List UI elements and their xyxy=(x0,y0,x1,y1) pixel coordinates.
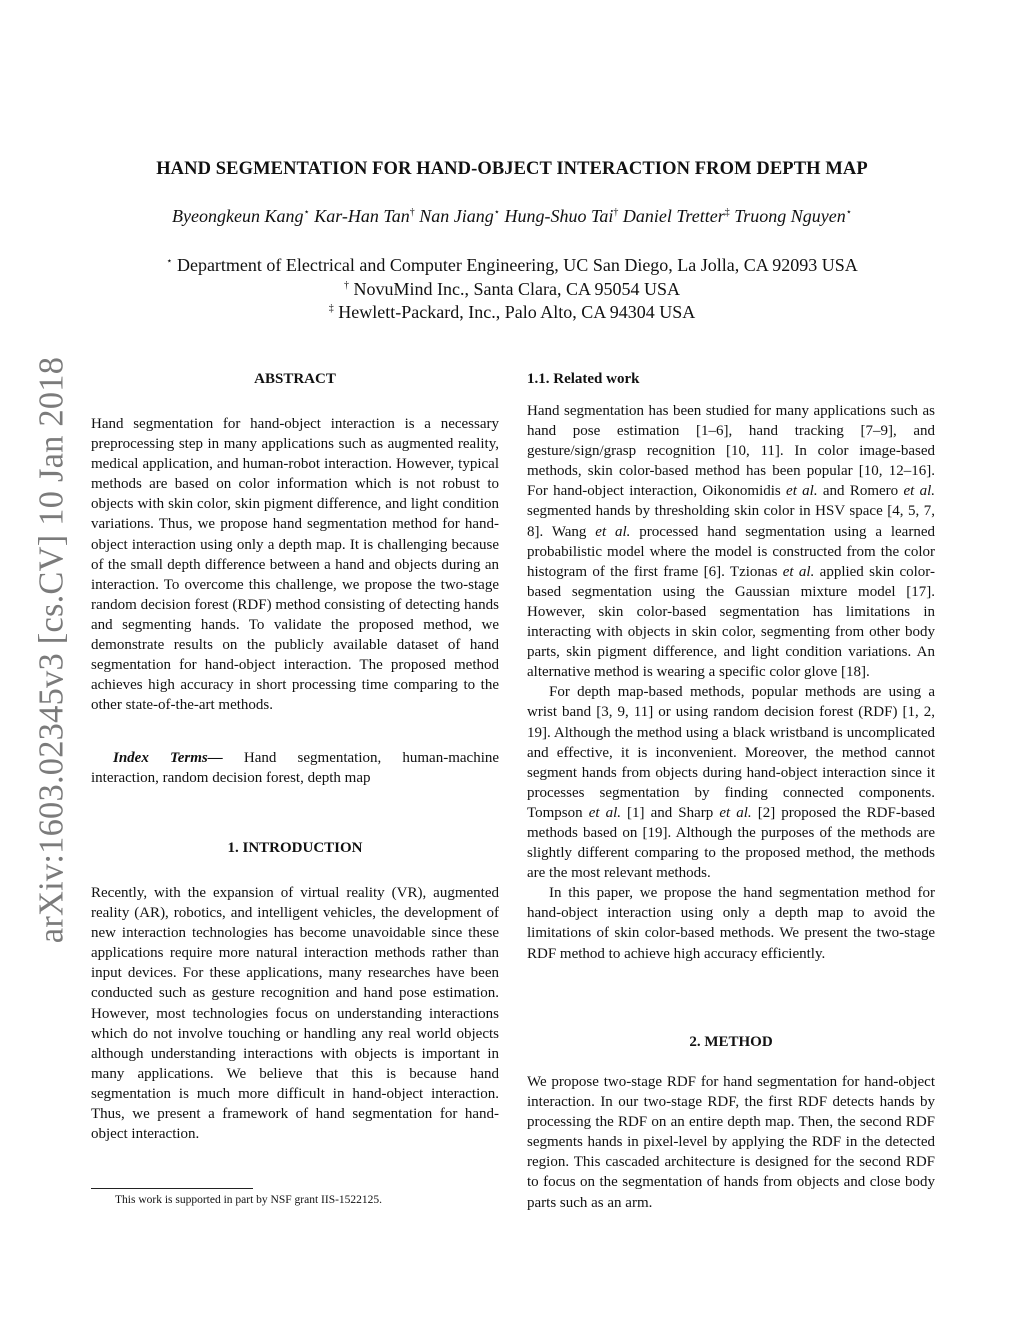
author-name: Kar-Han Tan xyxy=(314,206,410,226)
affiliation-text: NovuMind Inc., Santa Clara, CA 95054 USA xyxy=(353,279,680,299)
author-mark: ⋆ xyxy=(303,207,310,218)
author-name: Hung-Shuo Tai xyxy=(504,206,614,226)
author-mark: † xyxy=(409,207,415,218)
author-list xyxy=(0,206,1024,227)
affiliation-mark: ‡ xyxy=(328,303,334,314)
index-terms-label: Index Terms— xyxy=(113,750,223,766)
related-work-paragraph-1: Hand segmentation has been studied for many applications such as hand pose estimation [1–6], hand tracking [7–9], and gesture/sign/grasp recognition [10, 11]. In color image-based methods, skin color-based method has been popular [10, 12–16]. For hand-object interaction, Oikonomidis et al. and Romero et al. segmented hands by thresholding skin color in HSV space [4, 5, 7, 8]. Wang et al. processed hand segmentation using a learned probabilistic model where the model is constructed from the color histogram of the first frame [6]. Tzionas et al. applied skin color-based segmentation using the Gaussian mixture model [17]. However, skin color-based segmentation has limitations in interacting with objects in skin color, segmenting from other body parts, skin pigment difference, and light condition variations. An alternative method is wearing a specific color glove [18]. xyxy=(527,403,936,681)
author-mark: ⋆ xyxy=(845,207,852,218)
abstract-body xyxy=(91,414,499,715)
author-name: Daniel Tretter xyxy=(622,206,725,226)
funding-footnote: This work is supported in part by NSF grant IIS-1522125. xyxy=(115,1194,383,1206)
footnote-divider xyxy=(91,1188,253,1189)
affiliation xyxy=(0,279,1024,300)
affiliation-mark: ⋆ xyxy=(166,256,173,267)
author-name: Byeongkeun Kang xyxy=(172,206,304,226)
introduction-paragraph: Recently, with the expansion of virtual reality (VR), augmented reality (AR), robotics, and intelligent vehicles, the development of new interaction technologies has become unavoidable since these applications require more natural interaction methods rather than input devices. For these applications, many researches have been conducted such as gesture recognition and hand pose estimation. However, most technologies focus on understanding interactions which do not involve touching or handling any real world objects although understanding interactions with objects is important in many applications. We believe that this is because hand segmentation is much more difficult in hand-object interaction. Thus, we present a framework of hand segmentation for hand-object interaction. xyxy=(91,885,499,1143)
affiliation-mark: † xyxy=(344,280,349,291)
affiliation xyxy=(0,302,1024,323)
paper-title: HAND SEGMENTATION FOR HAND-OBJECT INTERACTION FROM DEPTH MAP xyxy=(156,159,868,179)
affiliation-text: Department of Electrical and Computer Engineering, UC San Diego, La Jolla, CA 92093 USA xyxy=(176,255,858,275)
author-name: Nan Jiang xyxy=(419,206,494,226)
abstract-paragraph: Hand segmentation for hand-object interaction is a necessary preprocessing step in many applications such as augmented reality, medical application, and human-robot interaction. However, typical methods are based on color information which is not robust to objects with skin color, skin pigment difference, and light condition variations. Thus, we propose hand segmentation method for hand-object interaction using only a depth map. It is challenging because of the small depth difference between a hand and objects during an interaction. To overcome this challenge, we propose the two-stage random decision forest (RDF) method consisting of detecting hands and segmenting hands. To validate the proposed method, we demonstrate results on the publicly available dataset of hand segmentation for hand-object interaction. The proposed method achieves high accuracy in short processing time comparing to the other state-of-the-art methods. xyxy=(91,416,499,714)
related-work-paragraph-3: In this paper, we propose the hand segmentation method for hand-object interaction using only a depth map to avoid the limitations of skin color-based methods. We present the two-stage RDF method to achieve high accuracy efficiently. xyxy=(527,885,935,962)
affiliation-text: Hewlett-Packard, Inc., Palo Alto, CA 94304 USA xyxy=(338,302,696,322)
index-terms xyxy=(91,748,499,788)
author-name: Truong Nguyen xyxy=(734,206,846,226)
method-heading: 2. METHOD xyxy=(689,1034,773,1050)
arxiv-identifier: arXiv:1603.02345v3 [cs.CV] 10 Jan 2018 xyxy=(32,356,71,944)
introduction-heading: 1. INTRODUCTION xyxy=(227,840,363,856)
introduction-body xyxy=(91,883,499,1144)
author-mark: ⋆ xyxy=(493,207,501,218)
abstract-heading: ABSTRACT xyxy=(254,371,336,387)
affiliation xyxy=(0,255,1024,276)
method-paragraph: We propose two-stage RDF for hand segmentation for hand-object interaction. In our two-stage RDF, the first RDF detects hands by processing the RDF on an entire depth map. Then, the second RDF segments hands in pixel-level by applying the RDF in the detected region. This cascaded architecture is designed for the second RDF to focus on the segmentation of hands from objects and close body parts such as an arm. xyxy=(527,1074,935,1211)
related-work-heading: 1.1. Related work xyxy=(527,371,640,387)
arxiv-sidebar-stamp xyxy=(0,340,72,960)
index-terms-text: Hand segmentation, human-machine interaction, random decision forest, depth map xyxy=(91,750,500,787)
related-work-body xyxy=(527,401,935,964)
author-mark: ‡ xyxy=(724,207,730,218)
related-work-paragraph-2: For depth map-based methods, popular methods are using a wrist band [3, 9, 11] or using random decision forest (RDF) [1, 2, 19]. Although the method using a black wristband is uncomplicated and effective, it is inconvenient. Moreover, the method cannot segment hands from objects during hand-object interaction since it processes segmentation by finding connected components. Tompson et al. [1] and Sharp et al. [2] proposed the RDF-based methods based on [19]. Although the purposes of the methods are slightly different comparing to the proposed method, the methods are the most relevant methods. xyxy=(527,684,935,882)
author-mark: † xyxy=(613,207,619,218)
method-body xyxy=(527,1072,935,1213)
